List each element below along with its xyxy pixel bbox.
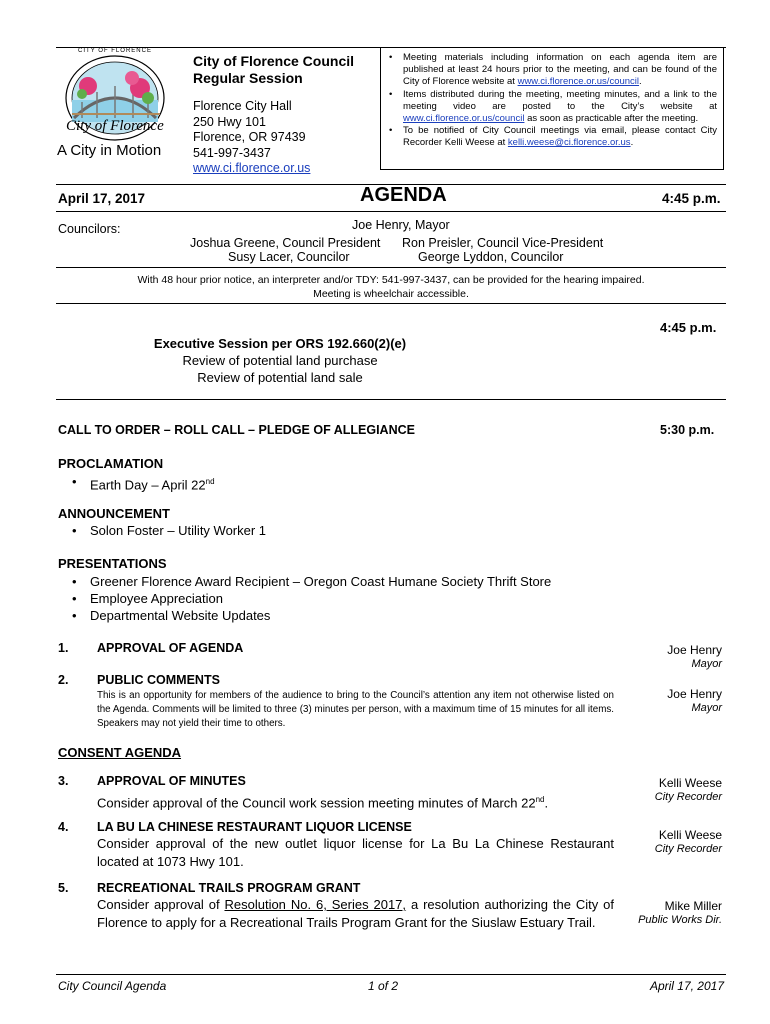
accessibility-note [56, 274, 726, 301]
presentations-heading: PRESENTATIONS [58, 556, 167, 571]
agenda-date: April 17, 2017 [58, 191, 146, 206]
item-4-description: Consider approval of the new outlet liquor license for La Bu La Chinese Restaurant located at 1073 Hwy 101. [97, 836, 614, 869]
consent-agenda-heading: CONSENT AGENDA [58, 745, 182, 760]
item-5-number: 5. [58, 881, 69, 895]
resolution-link[interactable]: Resolution No. 6, Series 2017, [224, 897, 407, 912]
presentations-list [68, 573, 551, 624]
proclamation-earth-day: • Earth Day – April 22nd [68, 473, 215, 493]
announcement-solon-foster: • Solon Foster – Utility Worker 1 [68, 522, 266, 539]
council-link-2[interactable]: www.ci.florence.or.us/council [403, 113, 525, 125]
website-link[interactable]: www.ci.florence.or.us [193, 161, 311, 175]
agenda-time: 4:45 p.m. [662, 191, 721, 206]
tagline: A City in Motion [57, 142, 162, 159]
item-3-title: APPROVAL OF MINUTES [97, 774, 246, 788]
executive-session [120, 335, 440, 386]
presentation-item: • Greener Florence Award Recipient – Oregon Coast Humane Society Thrift Store [68, 573, 551, 590]
presentation-item: • Departmental Website Updates [68, 607, 551, 624]
item-1-number: 1. [58, 641, 69, 655]
item-3-description: Consider approval of the Council work session meeting minutes of March 22nd. [97, 795, 549, 811]
session-type: Regular Session [193, 70, 303, 86]
item-2-title: PUBLIC COMMENTS [97, 673, 220, 687]
executive-time: 4:45 p.m. [660, 320, 717, 335]
presentation-item: • Employee Appreciation [68, 590, 551, 607]
agenda-title: AGENDA [360, 184, 447, 206]
councilor-lacer: Susy Lacer, Councilor [228, 250, 350, 264]
accessibility-line-1: With 48 hour prior notice, an interpreter and/or TDY: 541-997-3437, can be provided for the hearing impaired. [137, 274, 645, 286]
council-link-1[interactable]: www.ci.florence.or.us/council [517, 76, 640, 88]
item-1-presenter: Joe Henry Mayor [667, 643, 722, 670]
footer-page-number: 1 of 2 [368, 979, 399, 993]
announcement-heading: ANNOUNCEMENT [58, 506, 170, 521]
footer-date: April 17, 2017 [649, 979, 724, 993]
logo-script: City of Florence [66, 118, 164, 134]
item-4-presenter: Kelli Weese City Recorder [654, 828, 722, 855]
item-5-title: RECREATIONAL TRAILS PROGRAM GRANT [97, 881, 361, 895]
footer-title: City Council Agenda [58, 979, 167, 993]
item-5-description: Consider approval of Resolution No. 6, Series 2017, a resolution authorizing the City of Florence to apply for a Recreational Trails Program Grant for the Siuslaw Estuary Trail. [97, 897, 615, 930]
notice-email: • To be notified of City Council meetings via email, please contact City Recorder Kelli Weese at kelli.weese@ci.florence.or.us. [385, 125, 717, 149]
executive-title: Executive Session per ORS 192.660(2)(e) [153, 336, 407, 351]
councilor-lyddon: George Lyddon, Councilor [418, 250, 564, 264]
executive-item-sale: Review of potential land sale [197, 370, 363, 385]
address-phone: 541-997-3437 [193, 145, 271, 160]
item-3-presenter: Kelli Weese City Recorder [654, 776, 722, 803]
recorder-email-link[interactable]: kelli.weese@ci.florence.or.us [507, 137, 631, 149]
item-2-presenter: Joe Henry Mayor [667, 687, 722, 714]
councilor-vice-president: Ron Preisler, Council Vice-President [402, 236, 604, 250]
announcement-list [68, 522, 266, 539]
call-to-order-time: 5:30 p.m. [660, 423, 715, 437]
councilor-president: Joshua Greene, Council President [190, 236, 381, 250]
item-1-title: APPROVAL OF AGENDA [97, 641, 244, 655]
proclamation-heading: PROCLAMATION [58, 456, 164, 471]
address-hall: Florence City Hall [193, 99, 292, 113]
address-city: Florence, OR 97439 [193, 130, 306, 144]
proclamation-list [68, 473, 215, 493]
address-street: 250 Hwy 101 [193, 114, 266, 129]
notice-materials: • Meeting materials including information on each agenda item are published at least 24 hours prior to the meeting, and can be found of the City of Florence website at www.ci.florence.or.us/council. [385, 52, 717, 89]
council-title: City of Florence Council [193, 53, 355, 69]
logo-arc-text: CITY OF FLORENCE [78, 48, 152, 54]
item-3-number: 3. [58, 774, 69, 788]
address-block [193, 99, 310, 177]
notice-distributed: • Items distributed during the meeting, meeting minutes, and a link to the meeting video are posted to the City’s website at www.ci.florence.or.us/council as soon as practicable after the meeting. [385, 89, 717, 126]
councilors-label: Councilors: [58, 222, 121, 236]
item-4-number: 4. [58, 820, 69, 834]
item-2-description: This is an opportunity for members of the audience to bring to the Council’s attention any item not otherwise listed on the Agenda. Comments will be limited to three (3) minutes per person, with a maximum time of 15 minutes for all items. Speakers may not yield their time to others. [97, 690, 614, 729]
councilor-mayor: Joe Henry, Mayor [352, 218, 450, 232]
notice-box [380, 47, 724, 170]
item-2-number: 2. [58, 673, 69, 687]
item-5-presenter: Mike Miller Public Works Dir. [638, 899, 722, 926]
item-4-title: LA BU LA CHINESE RESTAURANT LIQUOR LICENSE [97, 820, 412, 834]
accessibility-line-2: Meeting is wheelchair accessible. [313, 287, 469, 300]
call-to-order: CALL TO ORDER – ROLL CALL – PLEDGE OF ALLEGIANCE [58, 423, 415, 437]
executive-item-purchase: Review of potential land purchase [182, 353, 378, 368]
